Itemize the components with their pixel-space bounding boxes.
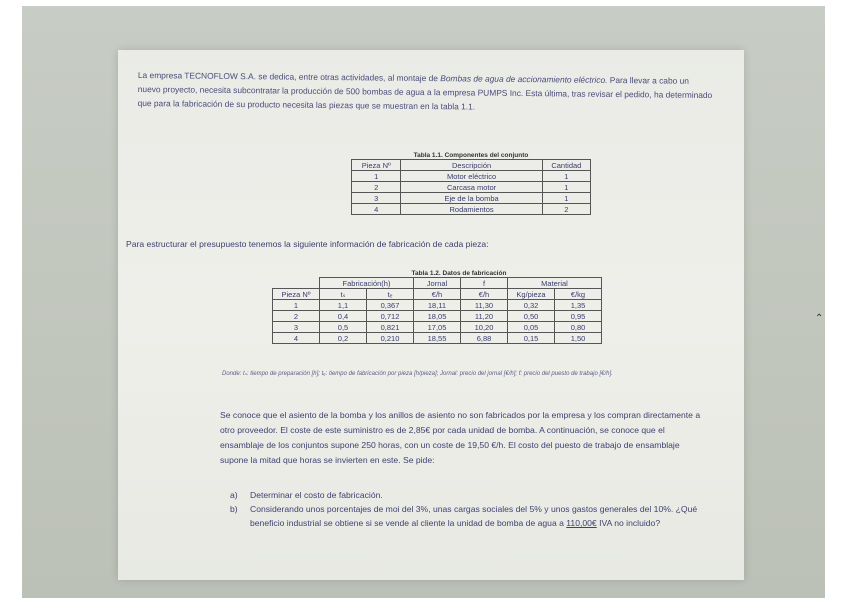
table-cell: 0,32 bbox=[508, 300, 555, 311]
table-cell: 3 bbox=[352, 193, 401, 204]
table-cell: 2 bbox=[542, 204, 590, 215]
table-cell: Rodamientos bbox=[401, 204, 542, 215]
table-cell: 1 bbox=[542, 193, 590, 204]
table-cell: 2 bbox=[352, 182, 401, 193]
table-cell: 6,88 bbox=[461, 333, 508, 344]
table-1-wrapper bbox=[351, 152, 591, 215]
question-label: b) bbox=[230, 504, 238, 514]
table-cell: 0,15 bbox=[508, 333, 555, 344]
table-cell: 17,05 bbox=[414, 322, 461, 333]
table-cell: Eje de la bomba bbox=[401, 193, 542, 204]
group-header-row bbox=[273, 278, 602, 289]
table-cell: 18,55 bbox=[414, 333, 461, 344]
table-row bbox=[273, 322, 602, 333]
table-cell: 1,50 bbox=[555, 333, 602, 344]
header-cell: €/h bbox=[414, 289, 461, 300]
table-cell: 0,821 bbox=[367, 322, 414, 333]
components-table bbox=[351, 159, 591, 215]
header-cell: tₛ bbox=[320, 289, 367, 300]
table-cell: 0,367 bbox=[367, 300, 414, 311]
table-cell: 2 bbox=[273, 311, 320, 322]
header-cell: €/h bbox=[461, 289, 508, 300]
price-value: 110,00€ bbox=[566, 518, 597, 528]
header-cell: Descripción bbox=[401, 160, 542, 171]
slide bbox=[118, 50, 824, 580]
middle-text: Para estructurar el presupuesto tenemos la siguiente información de fabricación de cada pieza: bbox=[126, 239, 489, 249]
table-cell: 0,2 bbox=[320, 333, 367, 344]
header-cell: Pieza Nº bbox=[273, 289, 320, 300]
table-cell: 10,20 bbox=[461, 322, 508, 333]
table-row bbox=[273, 311, 602, 322]
intro-paragraph bbox=[138, 68, 714, 116]
table-header-row bbox=[273, 289, 602, 300]
question-tail: IVA no incluido? bbox=[596, 518, 661, 528]
list-item bbox=[230, 502, 700, 530]
table-cell: 1 bbox=[542, 182, 590, 193]
caret-icon: ⌃ bbox=[815, 313, 824, 324]
table-header-row bbox=[352, 160, 591, 171]
header-cell: €/kg bbox=[555, 289, 602, 300]
table-cell: 1 bbox=[542, 171, 590, 182]
table-row bbox=[273, 300, 602, 311]
table-cell: 4 bbox=[352, 204, 401, 215]
table-cell: 1 bbox=[273, 300, 320, 311]
list-item bbox=[230, 488, 700, 502]
question-text: Considerando unos porcentajes de moi del 3%, unas cargas sociales del 5% y unos gastos generales del 10%. ¿Qué beneficio industrial se obtiene si se vende al cliente la unidad de bomba de agua a bbox=[250, 504, 698, 528]
table-legend: Donde: tₛ: tiempo de preparación [h]; tₑ: tiempo de fabricación por pieza [h/pieza]; Jornal: precio del jornal [€/h]; f: precio del puesto de trabajo [€/h]. bbox=[222, 371, 613, 377]
table-1-caption: Tabla 1.1. Componentes del conjunto bbox=[413, 152, 529, 159]
intro-text-2: Para llevar a cabo un nuevo proyecto, necesita subcontratar la producción de 500 bombas de agua a la empresa PUMPS Inc. Esta última, tras revisar el pedido, ha determinado que para la fabricación de su producto necesita las piezas que se muestran en la tabla 1.1. bbox=[137, 74, 713, 112]
group-header-cell: Jornal bbox=[414, 278, 461, 289]
table-row bbox=[352, 193, 591, 204]
empty-cell bbox=[273, 278, 320, 289]
intro-italic: Bombas de agua de accionamiento eléctrico. bbox=[440, 73, 608, 85]
group-header-cell: f bbox=[461, 278, 508, 289]
table-cell: 18,05 bbox=[414, 311, 461, 322]
table-cell: 0,210 bbox=[367, 333, 414, 344]
table-cell: 0,80 bbox=[555, 322, 602, 333]
table-cell: 1,1 bbox=[320, 300, 367, 311]
table-2-wrapper bbox=[272, 270, 646, 344]
table-cell: 3 bbox=[273, 322, 320, 333]
question-text: Determinar el costo de fabricación. bbox=[250, 490, 383, 500]
question-label: a) bbox=[230, 490, 238, 500]
table-cell: 1 bbox=[352, 171, 401, 182]
table-cell: 0,50 bbox=[508, 311, 555, 322]
table-row bbox=[352, 182, 591, 193]
table-cell: 11,30 bbox=[461, 300, 508, 311]
header-cell: tₑ bbox=[367, 289, 414, 300]
table-cell: 1,35 bbox=[555, 300, 602, 311]
table-cell: 0,95 bbox=[555, 311, 602, 322]
problem-paragraph: Se conoce que el asiento de la bomba y los anillos de asiento no son fabricados por la empresa y los compran directamente a otro proveedor. El coste de este suministro es de 2,85€ por cada unidad de bomba. A continuación, se conoce que el ensamblaje de los conjuntos supone 250 horas, con un coste de 19,50 €/h. El costo del puesto de trabajo de ensamblaje supone la mitad que horas se invierten en este. Se pide: bbox=[220, 410, 701, 465]
table-cell: 18,11 bbox=[414, 300, 461, 311]
header-cell: Kg/pieza bbox=[508, 289, 555, 300]
manufacturing-table bbox=[272, 277, 602, 344]
table-2-caption: Tabla 1.2. Datos de fabricación bbox=[411, 270, 507, 277]
table-cell: 11,20 bbox=[461, 311, 508, 322]
group-header-cell: Material bbox=[508, 278, 602, 289]
table-cell: 0,712 bbox=[367, 311, 414, 322]
question-body bbox=[250, 502, 700, 530]
table-row bbox=[352, 204, 591, 215]
table-cell: 0,5 bbox=[320, 322, 367, 333]
projection-screen bbox=[22, 6, 825, 598]
group-header-cell: Fabricación(h) bbox=[320, 278, 414, 289]
header-cell: Pieza Nº bbox=[352, 160, 401, 171]
table-cell: 0,4 bbox=[320, 311, 367, 322]
table-cell: 4 bbox=[273, 333, 320, 344]
header-cell: Cantidad bbox=[542, 160, 590, 171]
table-row bbox=[352, 171, 591, 182]
table-row bbox=[273, 333, 602, 344]
table-cell: Carcasa motor bbox=[401, 182, 542, 193]
intro-text-1: La empresa TECNOFLOW S.A. se dedica, entre otras actividades, al montaje de bbox=[137, 69, 441, 84]
table-cell: Motor eléctrico bbox=[401, 171, 542, 182]
questions-list bbox=[230, 488, 700, 530]
table-cell: 0,05 bbox=[508, 322, 555, 333]
